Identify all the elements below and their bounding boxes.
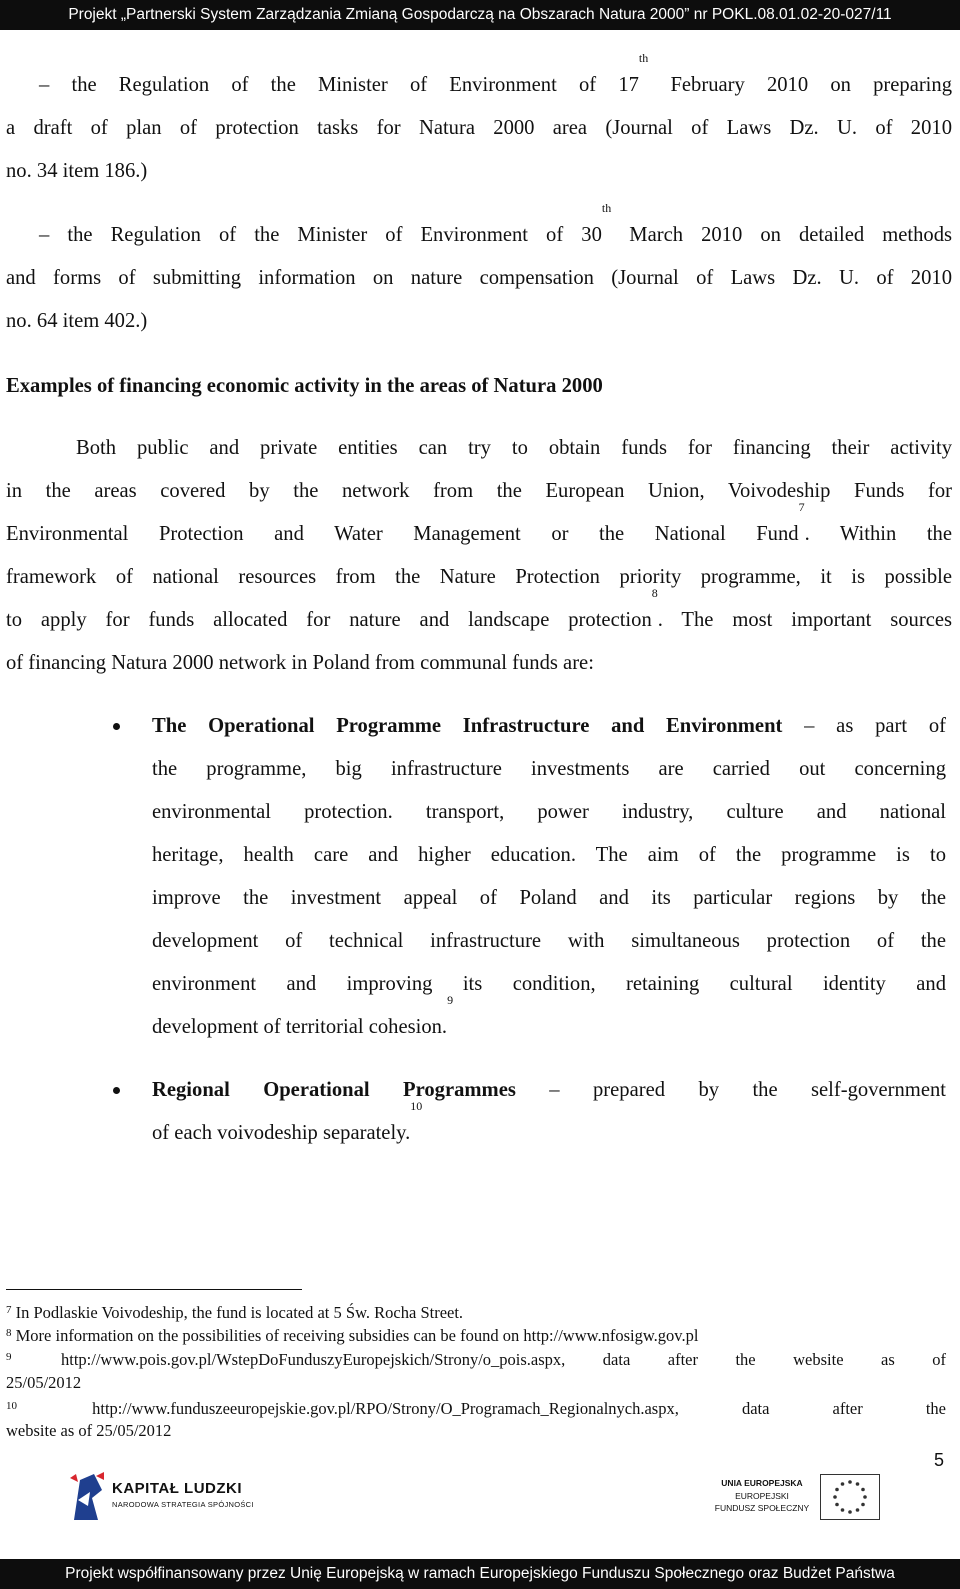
footnote	[6, 1398, 946, 1420]
project-title: Projekt „Partnerski System Zarządzania Zmianą Gospodarczą na Obszarach Natura 2000” nr POKL.08.01.02-20-027/11	[68, 6, 892, 23]
footnote-text: http://www.pois.gov.pl/WstepDoFunduszyEuropejskich/Strony/o_pois.aspx, data after the website as of	[61, 1350, 946, 1369]
footnote	[6, 1302, 946, 1324]
regulation-line: a draft of plan of protection tasks for Natura 2000 area (Journal of Laws Dz. U. of 2010	[6, 117, 952, 139]
footnote-text: 25/05/2012	[6, 1373, 82, 1392]
eu-line-3: FUNDUSZ SPOŁECZNY	[714, 1503, 810, 1513]
footnote-text: website as of 25/05/2012	[6, 1421, 172, 1440]
regulation-text: – the Regulation of the Minister of Environment of 17	[39, 74, 639, 96]
paragraph-text: to apply for funds allocated for nature and landscape protection	[6, 609, 652, 631]
footnote-number: 9	[6, 1351, 12, 1363]
footer-text: Projekt współfinansowany przez Unię Europejską w ramach Europejskiego Funduszu Społecznego oraz Budżet Państwa	[65, 1565, 895, 1582]
footnote-text: In Podlaskie Voivodeship, the fund is located at 5 Św. Rocha Street.	[15, 1303, 464, 1322]
paragraph-text: . The most important sources	[657, 609, 952, 631]
bullet-text: development of territorial cohesion.	[152, 1016, 448, 1038]
eu-text-block	[712, 1470, 812, 1526]
bullet-item	[152, 1069, 946, 1155]
eu-flag-icon	[820, 1474, 880, 1520]
kapital-ludzki-title: KAPITAŁ LUDZKI	[112, 1480, 243, 1497]
regulation-line: and forms of submitting information on nature compensation (Journal of Laws Dz. U. of 2010	[6, 267, 952, 289]
paragraph-text: Environmental Protection and Water Management or the National Fund	[6, 523, 799, 545]
footnote-number: 10	[6, 1400, 17, 1412]
eu-line-2: EUROPEJSKI	[735, 1491, 789, 1501]
paragraph-line: framework of national resources from the Nature Protection priority programme, it is possible	[6, 566, 952, 588]
bullet-line: the programme, big infrastructure investments are carried out concerning	[152, 758, 946, 780]
bullet-text: – as part of	[804, 715, 946, 737]
footnote-ref: 9	[447, 993, 454, 1007]
regulation-item	[6, 201, 953, 343]
footnote-number: 8	[6, 1327, 12, 1339]
paragraph-line	[6, 586, 952, 642]
paragraph-line	[6, 427, 952, 470]
bullet-title: Regional Operational Programmes	[152, 1079, 516, 1101]
bullet-item	[152, 705, 946, 1049]
paragraph-text: . Within the	[804, 523, 952, 545]
bullet-line: environment and improving its condition, retaining cultural identity and	[152, 973, 946, 995]
footnote-continuation	[6, 1372, 946, 1394]
regulation-text: March 2010 on detailed methods	[629, 224, 953, 246]
eu-logo	[712, 1470, 948, 1530]
paragraph-text: Both public and private entities can try to obtain funds for financing their activity	[76, 437, 952, 459]
footnote-ref: 8	[651, 586, 658, 600]
bullet-title: The Operational Programme Infrastructure and Environment	[152, 715, 783, 737]
footnote	[6, 1325, 946, 1347]
paragraph-line: in the areas covered by the network from the European Union, Voivodeship Funds for	[6, 480, 952, 502]
paragraph-line	[6, 500, 952, 556]
body-paragraph	[6, 427, 952, 685]
kapital-ludzki-emblem-icon	[68, 1470, 108, 1526]
superscript: th	[601, 201, 612, 215]
section-heading	[6, 365, 952, 408]
footnote-divider	[6, 1289, 302, 1290]
bullet-line	[152, 1069, 946, 1112]
bullet-line	[152, 1099, 946, 1155]
bullet-line	[152, 993, 946, 1049]
superscript: th	[638, 51, 649, 65]
regulation-line: no. 64 item 402.)	[6, 310, 148, 332]
regulation-line: no. 34 item 186.)	[6, 160, 148, 182]
regulation-item	[6, 51, 953, 193]
paragraph-line: of financing Natura 2000 network in Poland from communal funds are:	[6, 652, 594, 674]
regulation-line	[6, 51, 953, 107]
bullet-line	[152, 705, 946, 748]
bullet-line: heritage, health care and higher education. The aim of the programme is to	[152, 844, 946, 866]
regulation-text: February 2010 on preparing	[670, 74, 953, 96]
footnote-number: 7	[6, 1304, 12, 1316]
bullet-line: development of technical infrastructure with simultaneous protection of the	[152, 930, 946, 952]
bullet-icon	[113, 1087, 120, 1094]
footer-bar	[0, 1559, 960, 1589]
header-bar	[0, 0, 960, 30]
kapital-ludzki-logo	[68, 1470, 268, 1530]
footnote-ref: 7	[798, 500, 805, 514]
bullet-text: of each voivodeship separately.	[152, 1122, 411, 1144]
footnote-text: More information on the possibilities of receiving subsidies can be found on http://www.nfosigw.gov.pl	[15, 1326, 699, 1345]
footnote-ref: 10	[410, 1099, 423, 1113]
bullet-line: improve the investment appeal of Poland and its particular regions by the	[152, 887, 946, 909]
bullet-icon	[113, 723, 120, 730]
regulation-line	[6, 201, 953, 257]
footnote	[6, 1349, 946, 1371]
section-heading-text: Examples of financing economic activity in the areas of Natura 2000	[6, 375, 603, 397]
footnote-continuation	[6, 1420, 946, 1442]
bullet-line: environmental protection. transport, power industry, culture and national	[152, 801, 946, 823]
regulation-text: – the Regulation of the Minister of Environment of 30	[39, 224, 602, 246]
footnote-text: http://www.funduszeeuropejskie.gov.pl/RPO/Strony/O_Programach_Regionalnych.aspx, data after the	[92, 1399, 947, 1418]
bullet-text: – prepared by the self-government	[549, 1079, 946, 1101]
page-number: 5	[933, 1450, 944, 1470]
eu-line-1: UNIA EUROPEJSKA	[721, 1478, 803, 1488]
kapital-ludzki-subtitle: NARODOWA STRATEGIA SPÓJNOŚCI	[112, 1500, 254, 1509]
